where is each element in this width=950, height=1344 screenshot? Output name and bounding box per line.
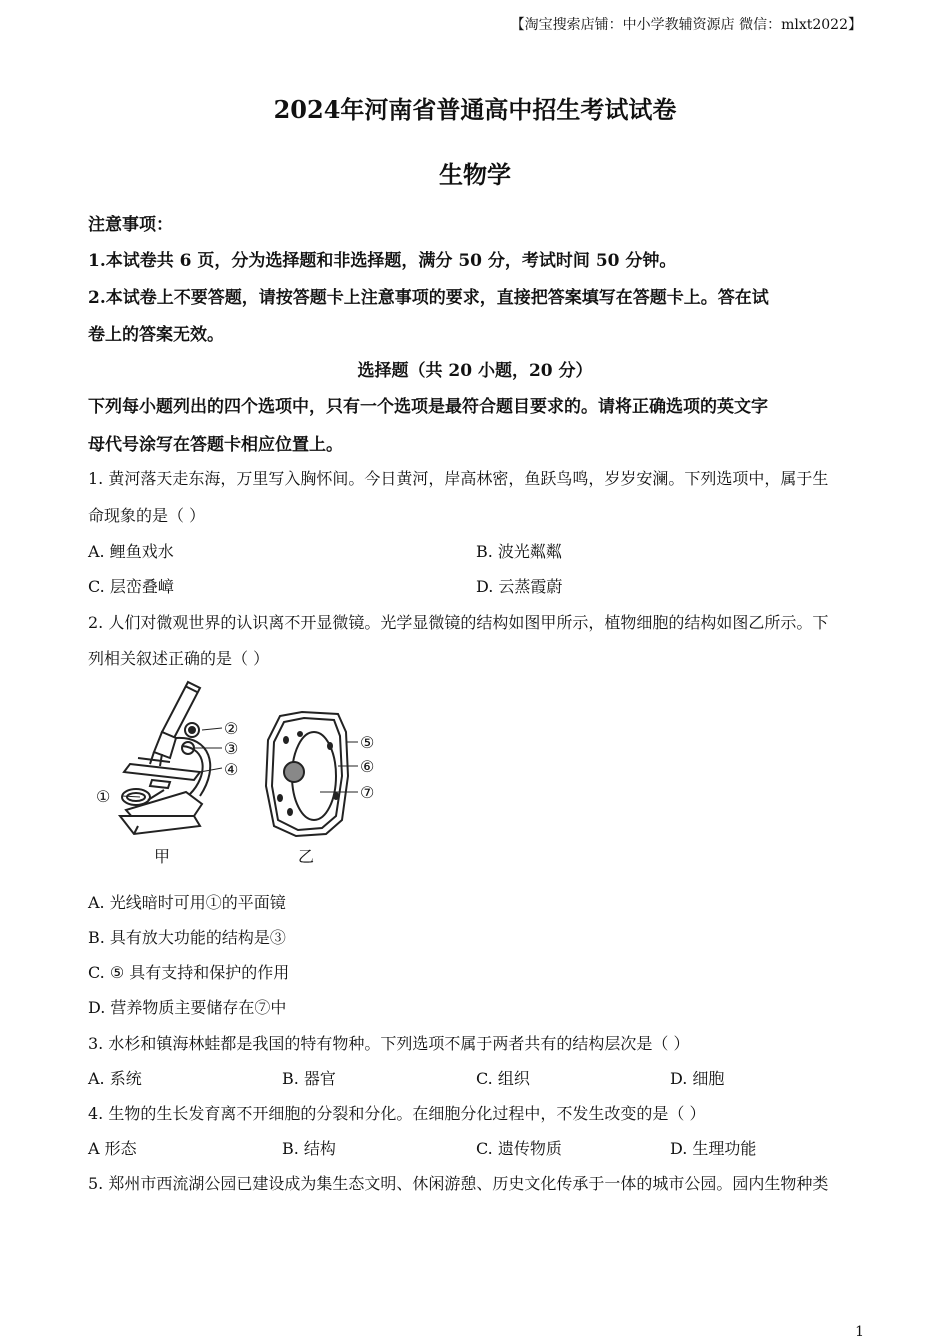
microscope-drawing xyxy=(120,682,210,834)
notice-item-1: 1.本试卷共 6 页，分为选择题和非选择题，满分 50 分，考试时间 50 分钟。 xyxy=(88,251,677,271)
notice-item-2-line-1: 2.本试卷上不要答题，请按答题卡上注意事项的要求，直接把答案填写在答题卡上。答在试 xyxy=(88,288,769,308)
plant-cell-drawing xyxy=(266,712,348,836)
q4-option-d: D. 生理功能 xyxy=(670,1139,757,1158)
figure-label-5: ⑤ xyxy=(360,733,375,752)
figure-label-4: ④ xyxy=(224,760,239,779)
q4-option-c: C. 遗传物质 xyxy=(476,1139,562,1158)
exam-title: 2024年河南省普通高中招生考试试卷 xyxy=(273,95,677,124)
q3-option-d: D. 细胞 xyxy=(670,1069,725,1088)
q2-option-d: D. 营养物质主要储存在⑦中 xyxy=(88,998,287,1017)
figure-label-2: ② xyxy=(224,719,239,738)
section-instruction-line-2: 母代号涂写在答题卡相应位置上。 xyxy=(88,435,343,455)
q4-stem: 4. 生物的生长发育离不开细胞的分裂和分化。在细胞分化过程中，不发生改变的是（ ） xyxy=(88,1104,706,1123)
q3-stem: 3. 水杉和镇海林蛙都是我国的特有物种。下列选项不属于两者共有的结构层次是（ ） xyxy=(88,1034,690,1053)
figure-label-3: ③ xyxy=(224,739,239,758)
q2-option-a: A. 光线暗时可用①的平面镜 xyxy=(88,893,286,912)
q5-stem-line-1: 5. 郑州市西流湖公园已建设成为集生态文明、休闲游憩、历史文化传承于一体的城市公园。园内生物种类 xyxy=(88,1174,829,1193)
q2-stem-line-2: 列相关叙述正确的是（ ） xyxy=(88,649,270,668)
q3-option-b: B. 器官 xyxy=(282,1069,336,1088)
figure-label-7: ⑦ xyxy=(360,783,375,802)
notice-item-2-line-2: 卷上的答案无效。 xyxy=(88,325,224,345)
q3-option-c: C. 组织 xyxy=(476,1069,530,1088)
q1-option-a: A. 鲤鱼戏水 xyxy=(88,542,174,561)
q1-option-b: B. 波光粼粼 xyxy=(476,542,562,561)
q4-option-a: A 形态 xyxy=(88,1139,137,1158)
figure-caption-jia: 甲 xyxy=(154,847,171,866)
q1-option-c: C. 层峦叠嶂 xyxy=(88,577,174,596)
figure-label-1: ① xyxy=(96,787,111,806)
q1-option-d: D. 云蒸霞蔚 xyxy=(476,577,563,596)
q1-stem-line-2: 命现象的是（ ） xyxy=(88,506,206,525)
q2-option-c: C. ⑤ 具有支持和保护的作用 xyxy=(88,963,290,982)
q2-figure xyxy=(90,676,390,872)
q3-option-a: A. 系统 xyxy=(88,1069,142,1088)
figure-label-6: ⑥ xyxy=(360,757,375,776)
figure-caption-yi: 乙 xyxy=(298,847,315,866)
q2-stem-line-1: 2. 人们对微观世界的认识离不开显微镜。光学显微镜的结构如图甲所示，植物细胞的结构如图乙所示。下 xyxy=(88,613,829,632)
q1-stem-line-1: 1. 黄河落天走东海，万里写入胸怀间。今日黄河，岸高林密，鱼跃鸟鸣，岁岁安澜。下列选项中，属于生 xyxy=(88,469,829,488)
q2-option-b: B. 具有放大功能的结构是③ xyxy=(88,928,286,947)
page-number: 1 xyxy=(855,1324,864,1340)
section-instruction-line-1: 下列每小题列出的四个选项中，只有一个选项是最符合题目要求的。请将正确选项的英文字 xyxy=(88,397,768,417)
notice-heading: 注意事项： xyxy=(88,215,173,235)
section-heading: 选择题（共 20 小题，20 分） xyxy=(357,361,593,381)
header-note: 【淘宝搜索店铺：中小学教辅资源店 微信：mlxt2022】 xyxy=(510,17,862,33)
subject-title: 生物学 xyxy=(439,160,511,189)
q4-option-b: B. 结构 xyxy=(282,1139,336,1158)
